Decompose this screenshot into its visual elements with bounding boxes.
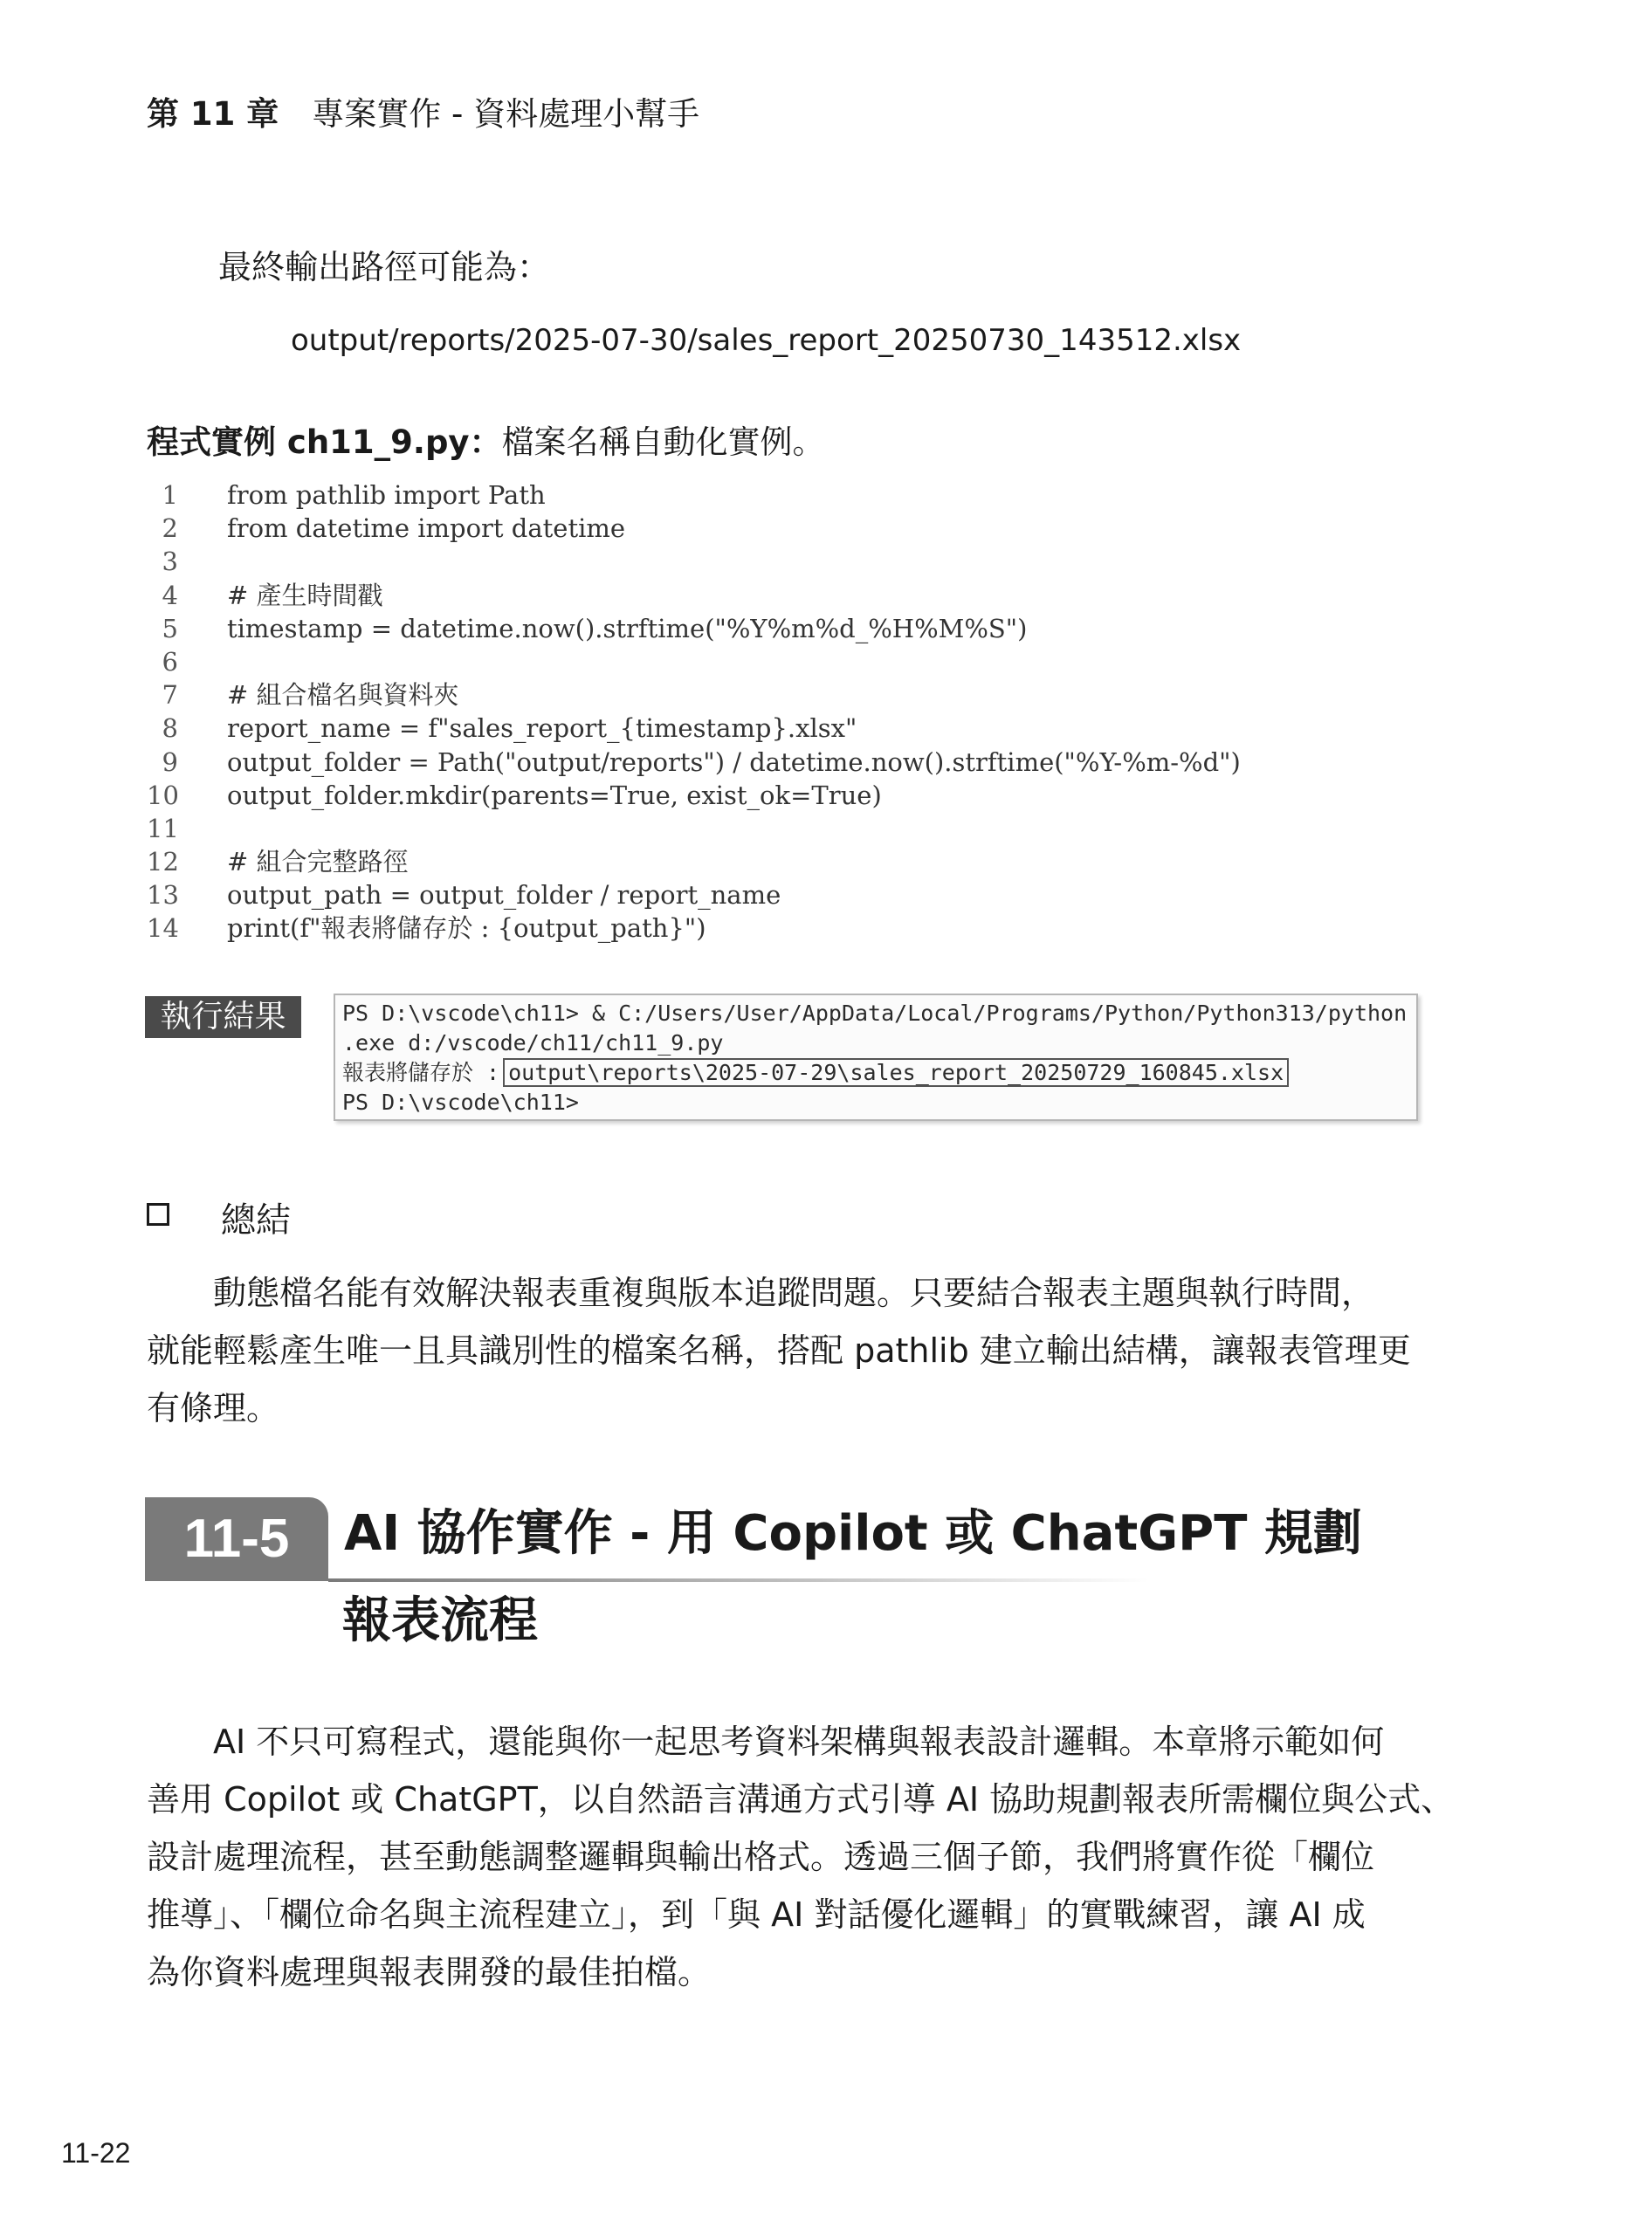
terminal-line (342, 1058, 1289, 1088)
code-text: from pathlib import Path (227, 480, 546, 510)
code-line (147, 845, 1509, 878)
line-number: 11 (147, 813, 179, 843)
code-line (147, 645, 1509, 678)
code-text: # 組合檔名與資料夾 (227, 680, 459, 711)
example-description: 檔案名稱自動化實例。 (501, 423, 825, 461)
code-line (147, 512, 1509, 545)
chapter-header (147, 87, 699, 134)
code-text: output_folder = Path("output/reports") / datetime.now().strftime("%Y-%m-%d") (227, 746, 1241, 777)
paragraph-line: 動態檔名能有效解決報表重複與版本追蹤問題。只要結合報表主題與執行時間， (147, 1274, 1375, 1312)
code-line (147, 812, 1509, 845)
code-text: timestamp = datetime.now().strftime("%Y%m%d_%H%M%S") (227, 613, 1028, 643)
terminal-output (334, 994, 1418, 1121)
code-text: output_path = output_folder / report_name (227, 880, 781, 911)
section-title: AI 協作實作 - 用 Copilot 或 ChatGPT 規劃 (344, 1505, 1362, 1562)
summary-paragraph (147, 1264, 1411, 1437)
code-line (147, 612, 1509, 645)
terminal-output-prefix: 報表將儲存於 : (342, 1060, 500, 1085)
line-number: 10 (147, 780, 179, 810)
line-number: 4 (162, 580, 178, 610)
line-number: 13 (147, 880, 179, 911)
code-text: # 產生時間戳 (227, 580, 383, 610)
paragraph-line: 就能輕鬆產生唯一且具識別性的檔案名稱，搭配 pathlib 建立輸出結構，讓報表管理更 (147, 1331, 1411, 1370)
checkbox-bullet-icon (147, 1203, 169, 1226)
code-text: # 組合完整路徑 (227, 847, 409, 877)
line-number: 9 (162, 746, 178, 777)
highlighted-output-path: output\reports\2025-07-29\sales_report_20250729_160845.xlsx (503, 1058, 1289, 1087)
section-number: 11-5 (183, 1509, 290, 1569)
paragraph-line: 推導」、「欄位命名與主流程建立」，到「與 AI 對話優化邏輯」的實戰練習，讓 AI 成 (147, 1895, 1366, 1934)
line-number: 2 (162, 513, 178, 544)
line-number: 7 (162, 680, 178, 711)
line-number: 1 (162, 480, 178, 510)
page-number: 11-22 (61, 2137, 131, 2169)
paragraph-line: 設計處理流程，甚至動態調整邏輯與輸出格式。透過三個子節，我們將實作從「欄位 (147, 1838, 1375, 1876)
paragraph-line: 有條理。 (147, 1389, 280, 1427)
line-number: 8 (162, 713, 178, 744)
terminal-line: .exe d:/vscode/ch11/ch11_9.py (342, 1030, 724, 1056)
chapter-title: 專案實作 - 資料處理小幫手 (312, 95, 700, 133)
code-text: output_folder.mkdir(parents=True, exist_ok=True) (227, 780, 882, 810)
code-listing (147, 478, 1509, 946)
line-number: 5 (162, 613, 178, 643)
paragraph-line: 善用 Copilot 或 ChatGPT，以自然語言溝通方式引導 AI 協助規劃報表所需欄位與公式、 (147, 1780, 1455, 1819)
code-line (147, 911, 1509, 945)
example-caption (147, 416, 825, 463)
section-title-continued: 報表流程 (342, 1592, 538, 1649)
intro-text: 最終輸出路徑可能為： (218, 248, 551, 286)
code-line (147, 478, 1509, 512)
code-text: report_name = f"sales_report_{timestamp}.xlsx" (227, 713, 857, 744)
terminal-line: PS D:\vscode\ch11> & C:/Users/User/AppData/Local/Programs/Python/Python313/python (342, 1001, 1408, 1026)
line-number: 6 (162, 646, 178, 677)
line-number: 12 (147, 847, 179, 877)
code-text: from datetime import datetime (227, 513, 626, 544)
line-number: 14 (147, 913, 179, 944)
paragraph-line: AI 不只可寫程式，還能與你一起思考資料架構與報表設計邏輯。本章將示範如何 (147, 1723, 1385, 1761)
example-output-path: output/reports/2025-07-30/sales_report_20250730_143512.xlsx (291, 323, 1242, 358)
code-line (147, 746, 1509, 779)
paragraph-line: 為你資料處理與報表開發的最佳拍檔。 (147, 1953, 712, 1991)
chapter-number: 第 11 章 (147, 95, 279, 133)
line-number: 3 (162, 547, 178, 577)
code-line (147, 579, 1509, 612)
code-line (147, 712, 1509, 745)
terminal-line: PS D:\vscode\ch11> (342, 1090, 579, 1115)
code-text: print(f"報表將儲存於 : {output_path}") (227, 913, 706, 944)
code-line (147, 545, 1509, 578)
example-label: 程式實例 ch11_9.py： (147, 423, 502, 461)
summary-heading: 總結 (221, 1200, 291, 1241)
code-line (147, 678, 1509, 712)
code-line (147, 779, 1509, 812)
section-paragraph (147, 1713, 1454, 2001)
result-label: 執行結果 (145, 996, 301, 1038)
code-line (147, 878, 1509, 911)
